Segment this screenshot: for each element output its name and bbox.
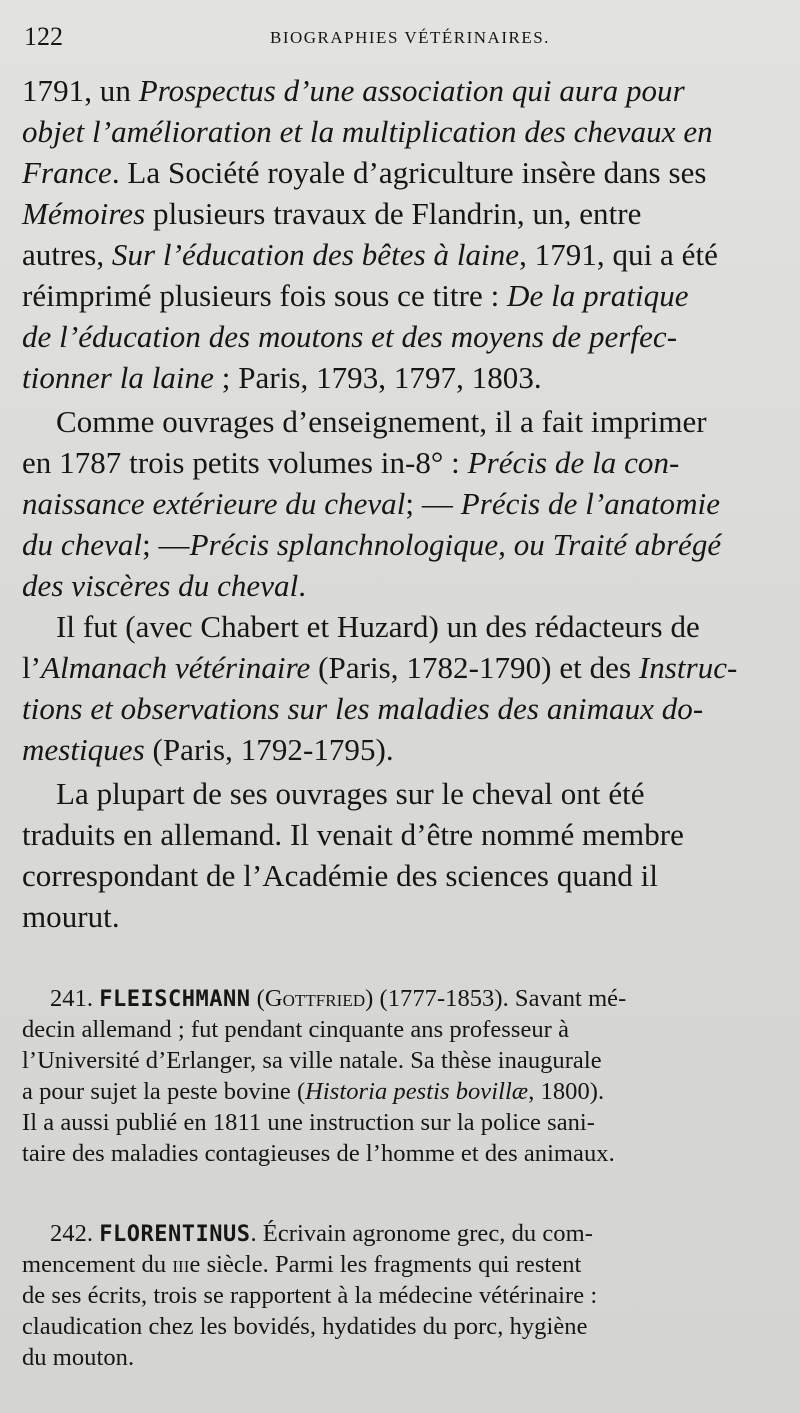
entry-241-line	[22, 1077, 782, 1107]
entry-241-line	[22, 1108, 782, 1138]
text-span: l’	[22, 650, 42, 685]
entry-242-line	[22, 1312, 782, 1342]
roman-numeral: iii	[172, 1251, 190, 1278]
italic-title: tions et observations sur les maladies des animaux do-	[22, 691, 704, 726]
italic-title: Précis splanchnologique, ou Traité abrégé	[189, 527, 722, 562]
text-line	[22, 359, 782, 397]
text-line	[22, 444, 782, 482]
text-line	[22, 731, 782, 769]
italic-title: du cheval	[22, 527, 143, 562]
text-span: correspondant de l’Académie des sciences quand il	[22, 858, 658, 893]
italic-title: De la pratique	[507, 278, 689, 313]
text-span: Il fut (avec Chabert et Huzard) un des rédacteurs de	[56, 609, 700, 644]
text-span: de ses écrits, trois se rapportent à la médecine vétérinaire :	[22, 1282, 598, 1309]
entry-name: FLEISCHMANN	[99, 987, 251, 1012]
italic-title: objet l’amélioration et la multiplication des chevaux en	[22, 114, 713, 149]
text-line	[22, 236, 782, 274]
text-line	[22, 567, 782, 605]
text-span: (Paris, 1782-1790) et des	[310, 650, 639, 685]
text-line	[22, 72, 782, 110]
italic-title: Mémoires	[22, 196, 146, 231]
text-span: claudication chez les bovidés, hydatides du porc, hygiène	[22, 1313, 588, 1340]
entry-241-line	[22, 1139, 782, 1169]
page-number: 122	[24, 22, 63, 51]
text-span: du mouton.	[22, 1344, 135, 1371]
italic-title: naissance extérieure du cheval	[22, 486, 406, 521]
text-line	[22, 485, 782, 523]
text-span: ; —	[142, 527, 190, 562]
text-span: traduits en allemand. Il venait d’être nommé membre	[22, 817, 684, 852]
text-line	[22, 318, 782, 356]
entry-242-line	[50, 1219, 776, 1250]
text-span: a pour sujet la peste bovine (	[22, 1078, 306, 1105]
text-line	[56, 403, 782, 441]
entry-242-line	[22, 1281, 782, 1311]
italic-title: Prospectus d’une association qui aura pour	[138, 73, 685, 108]
entry-number: 241.	[50, 985, 100, 1012]
italic-title: tionner la laine	[22, 360, 214, 395]
italic-title: Instruc-	[638, 650, 738, 685]
italic-title: des viscères du cheval	[22, 568, 299, 603]
text-span: mourut.	[22, 899, 120, 934]
text-span: plusieurs travaux de Flandrin, un, entre	[145, 196, 642, 231]
running-head	[22, 18, 782, 58]
text-line	[56, 608, 782, 646]
italic-title: Almanach vétérinaire	[41, 650, 311, 685]
text-span: (Paris, 1792-1795).	[144, 732, 394, 767]
running-title: BIOGRAPHIES VÉTÉRINAIRES.	[270, 28, 550, 47]
text-line	[56, 775, 782, 813]
text-span: .	[298, 568, 307, 603]
text-span: taire des maladies contagieuses de l’homme et des animaux.	[22, 1140, 615, 1167]
text-line	[22, 857, 782, 895]
text-span: , 1800).	[528, 1078, 605, 1105]
text-span: . La Société royale d’agriculture insère dans ses	[111, 155, 707, 190]
italic-title: mestiques	[22, 732, 145, 767]
text-line	[22, 816, 782, 854]
italic-title: de l’éducation des moutons et des moyens de perfec-	[22, 319, 678, 354]
text-line	[22, 898, 782, 936]
text-span: , 1791, qui a été	[519, 237, 718, 272]
entry-name: FLORENTINUS	[99, 1222, 251, 1247]
text-span: l’Université d’Erlanger, sa ville natale. Sa thèse inaugurale	[22, 1047, 602, 1074]
text-span: e siècle. Parmi les fragments qui restent	[189, 1251, 582, 1278]
text-span: Il a aussi publié en 1811 une instruction sur la police sani-	[22, 1109, 595, 1136]
text-span: . Écrivain agronome grec, du com-	[250, 1220, 593, 1247]
text-line	[22, 526, 782, 564]
text-span: en 1787 trois petits volumes in-8° :	[22, 445, 468, 480]
text-span: Comme ouvrages d’enseignement, il a fait imprimer	[56, 404, 707, 439]
text-span: 1791, un	[22, 73, 139, 108]
text-line	[22, 277, 782, 315]
entry-number: 242.	[50, 1220, 100, 1247]
text-span: mencement du	[22, 1251, 173, 1278]
italic-title: Sur l’éducation des bêtes à laine	[111, 237, 520, 272]
entry-242-line	[22, 1343, 782, 1373]
text-span: ; —	[405, 486, 461, 521]
text-span: ; Paris, 1793, 1797, 1803.	[213, 360, 542, 395]
text-line	[22, 649, 782, 687]
italic-title: Historia pestis bovillæ	[305, 1078, 529, 1105]
text-line	[22, 195, 782, 233]
entry-firstname: Gottfried	[264, 985, 366, 1012]
text-span: réimprimé plusieurs fois sous ce titre :	[22, 278, 508, 313]
text-line	[22, 113, 782, 151]
italic-title: France	[22, 155, 112, 190]
entry-242-line	[22, 1250, 782, 1280]
text-line	[22, 154, 782, 192]
italic-title: Précis de la con-	[467, 445, 680, 480]
text-line	[22, 690, 782, 728]
entry-241-line	[22, 1046, 782, 1076]
text-span: (	[250, 985, 265, 1012]
italic-title: Précis de l’anatomie	[460, 486, 720, 521]
entry-241-line	[50, 984, 776, 1015]
text-span: ) (1777-1853). Savant mé-	[365, 985, 627, 1012]
text-span: autres,	[22, 237, 112, 272]
text-span: La plupart de ses ouvrages sur le cheval ont été	[56, 776, 645, 811]
text-span: decin allemand ; fut pendant cinquante ans professeur à	[22, 1016, 569, 1043]
entry-241-line	[22, 1015, 782, 1045]
